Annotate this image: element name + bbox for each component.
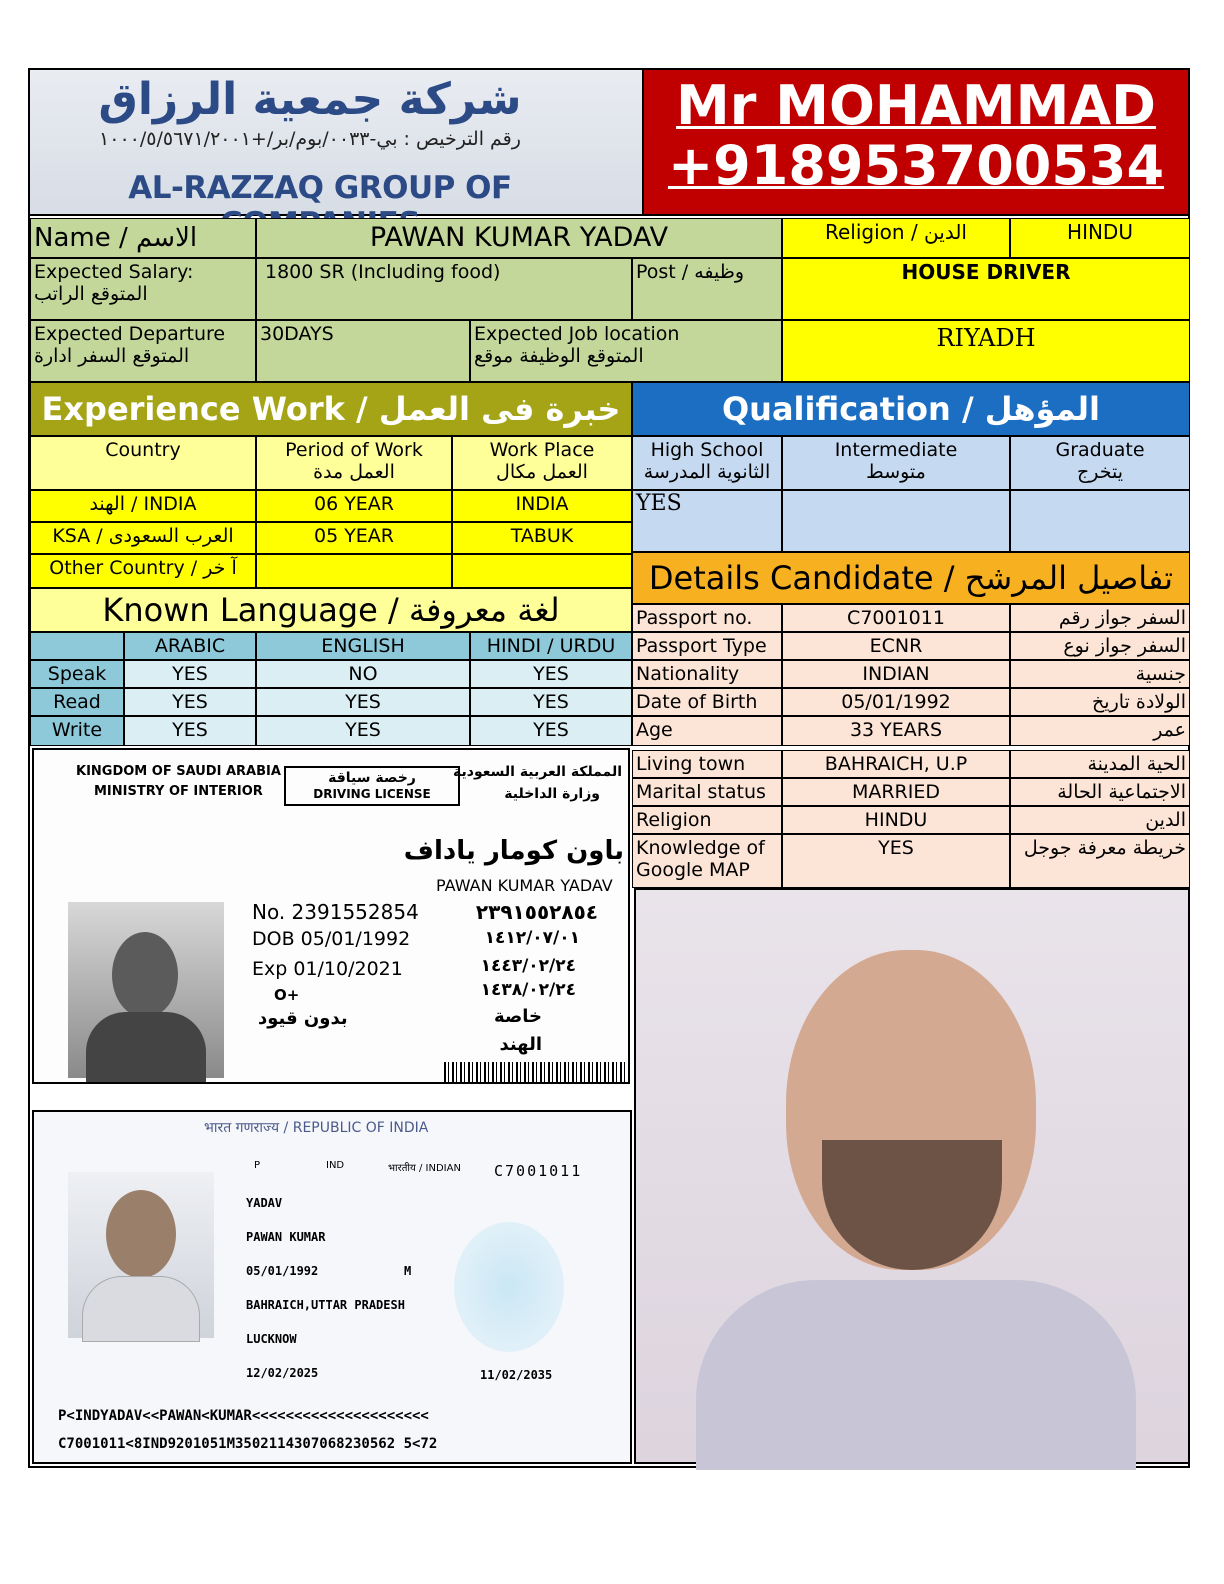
detail-maps-value: YES <box>782 834 1010 888</box>
post-value: HOUSE DRIVER <box>782 258 1190 320</box>
detail-nationality-ar: جنسية <box>1010 660 1190 688</box>
exp-col-period <box>256 436 452 490</box>
detail-town-value: BAHRAICH, U.P <box>782 750 1010 778</box>
qual-col-inter <box>782 436 1010 490</box>
qual-col-grad <box>1010 436 1190 490</box>
detail-dob-value: 05/01/1992 <box>782 688 1010 716</box>
license-nationality-ar: الهند <box>499 1034 542 1055</box>
name-value: PAWAN KUMAR YADAV <box>256 218 782 258</box>
lang-write-hindi: YES <box>470 716 632 746</box>
location-label-en: Expected Job location <box>474 323 680 345</box>
qual-col-grad-ar: يتخرج <box>1076 461 1124 483</box>
qual-col-inter-en: Intermediate <box>834 439 958 461</box>
detail-age-ar: عمر <box>1010 716 1190 746</box>
lang-read-hindi: YES <box>470 688 632 716</box>
qual-col-high-ar: الثانوية المدرسة <box>643 461 771 483</box>
license-restrictions-ar: بدون قيود <box>258 1008 348 1029</box>
departure-label-ar: المتوقع السفر ادارة <box>34 345 190 367</box>
experience-header: Experience Work / خبرة فى العمل <box>30 382 632 436</box>
license-type-box <box>284 766 460 806</box>
salary-label-ar: المتوقع الراتب <box>34 283 148 305</box>
location-label <box>470 320 782 382</box>
lang-read-arabic: YES <box>124 688 256 716</box>
license-type-en: DRIVING LICENSE <box>313 787 431 801</box>
license-holder-photo <box>68 902 224 1078</box>
candidate-photo <box>634 888 1190 1464</box>
passport-dob: 05/01/1992 <box>246 1264 319 1278</box>
license-ministry-en: MINISTRY OF INTERIOR <box>94 784 263 799</box>
detail-religion-value: HINDU <box>782 806 1010 834</box>
qual-high-value: YES <box>632 490 782 552</box>
passport-mrz-line-1: P<INDYADAV<<PAWAN<KUMAR<<<<<<<<<<<<<<<<<<<<< <box>58 1408 429 1424</box>
lang-corner <box>30 632 124 660</box>
lang-col-hindi: HINDI / URDU <box>470 632 632 660</box>
salary-label-en: Expected Salary: <box>34 261 194 283</box>
qual-inter-value <box>782 490 1010 552</box>
passport-expiry-date: 11/02/2035 <box>480 1368 553 1382</box>
qual-col-grad-en: Graduate <box>1055 439 1145 461</box>
lang-col-english: ENGLISH <box>256 632 470 660</box>
license-dob-ar: ١٤١٢/٠٧/٠١ <box>484 928 580 948</box>
departure-label <box>30 320 256 382</box>
license-type-ar: رخصة سياقة <box>328 770 416 786</box>
passport-birth-place: BAHRAICH,UTTAR PRADESH <box>246 1298 405 1312</box>
detail-town-label: Living town <box>632 750 782 778</box>
exp-row-3-country: Other Country / آ خر <box>30 554 256 588</box>
passport-sex: M <box>404 1264 412 1278</box>
location-label-ar: المتوقع الوظيفة موقع <box>474 345 644 367</box>
detail-dob-ar: الولادة تاريخ <box>1010 688 1190 716</box>
detail-marital-value: MARRIED <box>782 778 1010 806</box>
passport-mrz-line-2: C7001011<8IND9201051M3502114307068230562 5<72 <box>58 1436 438 1452</box>
lang-write-arabic: YES <box>124 716 256 746</box>
candidate-shirt <box>696 1280 1136 1470</box>
detail-religion-ar: الدين <box>1010 806 1190 834</box>
passport-code: IND <box>326 1160 345 1171</box>
qual-col-high <box>632 436 782 490</box>
passport-ghost-photo <box>454 1222 564 1352</box>
exp-col-period-ar: العمل مدة <box>313 461 395 483</box>
license-name-ar: باون كومار ياداف <box>403 836 624 866</box>
passport-given-names: PAWAN KUMAR <box>246 1230 326 1244</box>
detail-age-label: Age <box>632 716 782 746</box>
license-ministry-ar: وزارة الداخلية <box>504 786 600 802</box>
exp-col-place <box>452 436 632 490</box>
exp-row-1-country: الهند / INDIA <box>30 490 256 522</box>
passport-surname: YADAV <box>246 1196 283 1210</box>
exp-row-2-place: TABUK <box>452 522 632 554</box>
detail-maps-ar: خريطة معرفة جوجل <box>1010 834 1190 888</box>
license-number: No. 2391552854 <box>252 900 419 924</box>
passport-type: P <box>254 1160 261 1171</box>
lang-write-english: YES <box>256 716 470 746</box>
lang-col-arabic: ARABIC <box>124 632 256 660</box>
qual-col-inter-ar: متوسط <box>866 461 926 483</box>
license-kind-ar: خاصة <box>493 1006 542 1027</box>
religion-label: Religion / الدين <box>782 218 1010 258</box>
passport-header: भारत गणराज्य / REPUBLIC OF INDIA <box>204 1120 429 1136</box>
passport-image <box>32 1110 632 1464</box>
location-value: RIYADH <box>782 320 1190 382</box>
lang-speak-english: NO <box>256 660 470 688</box>
passport-holder-photo <box>68 1172 214 1338</box>
lang-row-write: Write <box>30 716 124 746</box>
license-blood-group: O+ <box>274 986 300 1004</box>
qual-grad-value <box>1010 490 1190 552</box>
passport-issue-date: 12/02/2025 <box>246 1366 319 1380</box>
detail-age-value: 33 YEARS <box>782 716 1010 746</box>
company-name-arabic: شركة جمعية الرزاق <box>98 74 522 125</box>
lang-read-english: YES <box>256 688 470 716</box>
license-issue-ar: ١٤٣٨/٠٢/٢٤ <box>480 980 576 1000</box>
detail-passport-type-value: ECNR <box>782 632 1010 660</box>
detail-passport-no-label: Passport no. <box>632 604 782 632</box>
lang-speak-hindi: YES <box>470 660 632 688</box>
license-expiry: Exp 01/10/2021 <box>252 958 403 980</box>
detail-maps-label: Knowledge of Google MAP <box>632 834 782 888</box>
application-sheet <box>28 68 1190 1468</box>
license-expiry-ar: ١٤٤٣/٠٢/٢٤ <box>480 956 576 976</box>
exp-row-2-period: 05 YEAR <box>256 522 452 554</box>
company-name-english: AL-RAZZAQ GROUP OF <box>128 170 512 206</box>
salary-label <box>30 258 256 320</box>
license-country-en: KINGDOM OF SAUDI ARABIA <box>76 764 281 779</box>
license-name-en: PAWAN KUMAR YADAV <box>436 876 613 895</box>
name-label: Name / الاسم <box>30 218 256 258</box>
departure-label-en: Expected Departure <box>34 323 226 345</box>
language-header: Known Language / لغة معروفة <box>30 588 632 632</box>
detail-marital-ar: الاجتماعية الحالة <box>1010 778 1190 806</box>
license-country-ar: المملكة العربية السعودية <box>453 764 622 780</box>
detail-nationality-value: INDIAN <box>782 660 1010 688</box>
contact-name: Mr MOHAMMAD <box>676 74 1156 137</box>
exp-row-1-place: INDIA <box>452 490 632 522</box>
qual-col-high-en: High School <box>650 439 764 461</box>
detail-passport-type-label: Passport Type <box>632 632 782 660</box>
contact-box <box>644 70 1188 216</box>
lang-speak-arabic: YES <box>124 660 256 688</box>
passport-number: C7001011 <box>494 1162 583 1180</box>
details-header: Details Candidate / تفاصيل المرشح <box>632 552 1190 604</box>
license-number: رقم الترخيص : بي-٠٠٣٣/بوم/بر/+١٠٠٠/٥/٥٦٧١/٢٠٠١ <box>99 128 521 150</box>
qualification-header: Qualification / المؤهل <box>632 382 1190 436</box>
exp-col-place-ar: العمل مكال <box>496 461 588 483</box>
driving-license-image <box>32 748 630 1084</box>
exp-col-country: Country <box>30 436 256 490</box>
lang-row-speak: Speak <box>30 660 124 688</box>
license-barcode <box>444 1062 630 1082</box>
religion-value: HINDU <box>1010 218 1190 258</box>
exp-col-place-en: Work Place <box>489 439 595 461</box>
detail-passport-no-value: C7001011 <box>782 604 1010 632</box>
detail-town-ar: الحية المدينة <box>1010 750 1190 778</box>
detail-marital-label: Marital status <box>632 778 782 806</box>
detail-passport-type-ar: السفر جواز نوع <box>1010 632 1190 660</box>
company-logo <box>30 70 644 216</box>
passport-issue-place: LUCKNOW <box>246 1332 297 1346</box>
license-number-ar: ٢٣٩١٥٥٢٨٥٤ <box>475 900 598 924</box>
exp-col-period-en: Period of Work <box>285 439 423 461</box>
contact-phone: +918953700534 <box>667 134 1165 197</box>
post-label: Post / وظيفه <box>632 258 782 320</box>
detail-religion-label: Religion <box>632 806 782 834</box>
passport-nationality: भारतीय / INDIAN <box>388 1163 461 1174</box>
exp-row-2-country: KSA / العرب السعودى <box>30 522 256 554</box>
exp-row-1-period: 06 YEAR <box>256 490 452 522</box>
detail-nationality-label: Nationality <box>632 660 782 688</box>
exp-row-3-place <box>452 554 632 588</box>
exp-row-3-period <box>256 554 452 588</box>
salary-value: 1800 SR (Including food) <box>256 258 632 320</box>
license-dob: DOB 05/01/1992 <box>252 928 411 950</box>
departure-value: 30DAYS <box>256 320 470 382</box>
detail-passport-no-ar: السفر جواز رقم <box>1010 604 1190 632</box>
detail-dob-label: Date of Birth <box>632 688 782 716</box>
lang-row-read: Read <box>30 688 124 716</box>
